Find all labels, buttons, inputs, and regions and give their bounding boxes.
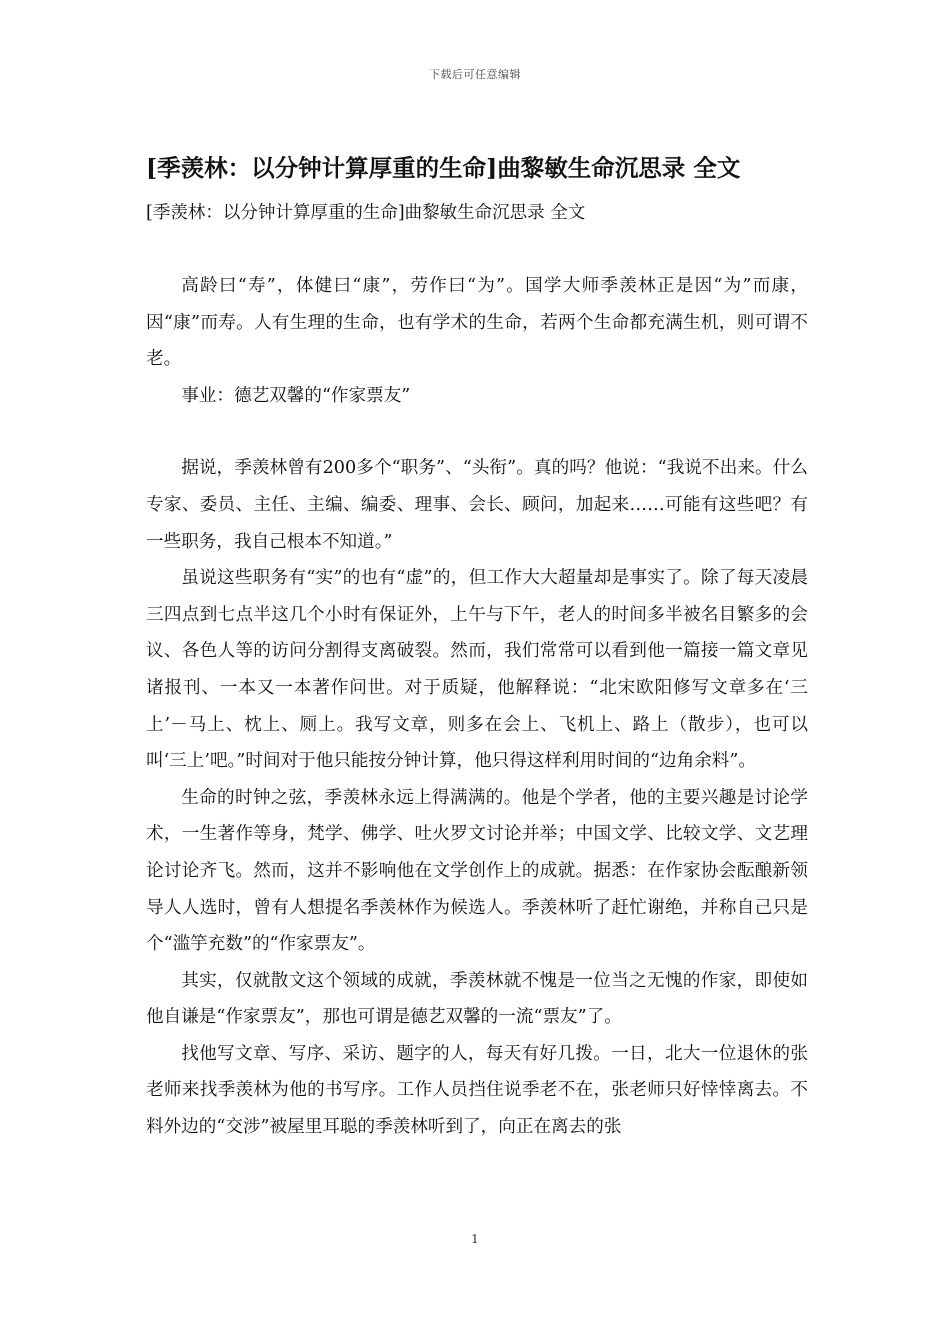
- paragraph: 找他写文章、写序、采访、题字的人，每天有好几拨。一日，北大一位退休的张老师来找季羡林为他的书写序。工作人员挡住说季老不在，张老师只好悻悻离去。不料外边的“交涉”被屋里耳聪的季羡林听到了，向正在离去的张: [146, 1043, 808, 1138]
- paragraph: 生命的时钟之弦，季羡林永远上得满满的。他是个学者，他的主要兴趣是讨论学术，一生著作等身，梵学、佛学、吐火罗文讨论并举；中国文学、比较文学、文艺理论讨论齐飞。然而，这并不影响他在文学创作上的成就。据悉：在作家协会酝酿新领导人人选时，曾有人想提名季羡林作为候选人。季羡林听了赶忙谢绝，并称自己只是个“滥竽充数”的“作家票友”。: [146, 787, 808, 955]
- page-header-note: 下载后可任意编辑: [429, 68, 521, 81]
- document-title: [季羡林：以分钟计算厚重的生命]曲黎敏生命沉思录 全文: [146, 154, 741, 182]
- paragraph: 虽说这些职务有“实”的也有“虚”的，但工作大大超量却是事实了。除了每天凌晨三四点到七点半这几个小时有保证外，上午与下午，老人的时间多半被名目繁多的会议、各色人等的访问分割得支离破裂。然而，我们常常可以看到他一篇接一篇文章见诸报刊、一本又一本著作问世。对于质疑，他解释说：“北宋欧阳修写文章多在‘三上’－马上、枕上、厕上。我写文章，则多在会上、飞机上、路上（散步），也可以叫‘三上’吧。”时间对于他只能按分钟计算，他只得这样利用时间的“边角余料”。: [146, 568, 808, 772]
- document-subtitle: [季羡林：以分钟计算厚重的生命]曲黎敏生命沉思录 全文: [146, 203, 586, 223]
- paragraph: 据说，季羡林曾有200多个“职务”、“头衔”。真的吗？他说：“我说不出来。什么专家、委员、主任、主编、编委、理事、会长、顾问，加起来……可能有这些吧？有一些职务，我自己根本不知道。”: [146, 458, 808, 552]
- section-heading: 事业：德艺双馨的“作家票友”: [181, 385, 411, 406]
- paragraph: 其实，仅就散文这个领域的成就，季羡林就不愧是一位当之无愧的作家，即使如他自谦是“作家票友”，那也可谓是德艺双馨的一流“票友”了。: [146, 970, 808, 1028]
- paragraph-intro: 高龄曰“寿”，体健曰“康”，劳作曰“为”。国学大师季羡林正是因“为”而康，因“康”而寿。人有生理的生命，也有学术的生命，若两个生命都充满生机，则可谓不老。: [146, 276, 808, 370]
- document-body: [146, 268, 808, 1146]
- page-number: 1: [471, 1232, 479, 1246]
